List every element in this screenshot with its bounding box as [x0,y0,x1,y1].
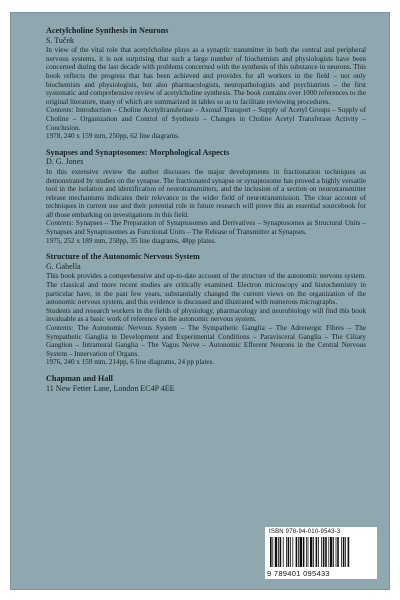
book-author: G. Gabella [46,261,81,271]
book-author: D. G. Jones [46,157,84,167]
publisher-name: Chapman and Hall [46,373,113,383]
contents-label: Contents: [46,219,74,228]
isbn-text: ISBN 978-94-010-9543-3 [269,529,341,535]
book-description: This book provides a comprehensive and up-to-date account of the structure of the autonomic nervous system. The classical and more recent studies are critically examined. Electron microscopy and histochemistry in particular have, in the past few years, substantially changed the current views on the organization of the autonomic nervous system, and this evidence is discussed and illustrated with numerous micrographs. [46,272,366,307]
book-list [46,26,366,393]
contents-text: Synapses – The Preparation of Synaptosomes and Derivatives – Synaptosomes as Structural Units – Synapses and Synaptosomes as Functional Units – The Release of Transmitter at Synapses. [46,219,366,237]
contents-text: Introduction – Choline Acetyltransferase – Axonal Transport – Supply of Acetyl Groups – Supply of Choline – Organization and Control of Synthesis – Changes in Choline Acetyl Transferase Activity – Conclusion. [46,106,366,132]
book-contents [46,324,366,358]
book-entry [46,252,366,367]
book-specs: 1976, 240 x 159 mm, 214pp, 6 line diagrams, 24 pp plates. [46,358,215,367]
book-author: S. Tuček [46,35,75,45]
book-specs: 1978, 240 x 159 mm, 250pp, 62 line diagrams. [46,132,180,141]
book-description-2: Students and research workers in the fields of physiology, pharmacology and neurobiology will find this book invaluable as a basic work of reference on the autonomic nervous system. [46,306,366,324]
barcode-number: 9 789401 095433 [267,569,330,578]
contents-label: Contents: [46,106,74,115]
book-title: Synapses and Synaptosomes: Morphological Aspects [46,147,230,157]
publisher-address: 11 New Fetter Lane, London EC4P 4EE [46,383,175,393]
book-entry [46,148,366,246]
book-specs: 1975, 252 x 189 mm, 258pp, 35 line diagrams, 48pp plates. [46,236,216,245]
barcode-image [269,537,373,567]
barcode-label [265,527,377,579]
contents-text: The Autonomic Nervous System – The Sympathetic Ganglia – The Adrenergic Fibres – The Sympathetic Ganglia in Development and Experimental Conditions – Paravisceral Ganglia – The Ciliary Ganglion – Intramural Ganglia – The Vagus Nerve – Autonomic Efferent Neurons in the Central Nervous System – Innervation of Organs. [46,324,366,358]
book-contents [46,106,366,132]
publisher-block [46,374,366,393]
book-entry [46,26,366,141]
book-contents [46,219,366,236]
contents-label: Contents: [46,324,74,332]
book-title: Acetylcholine Synthesis in Neurons [46,26,169,35]
book-title: Structure of the Autonomic Nervous System [46,252,200,262]
book-description: In this extensive review the author discusses the major developments in fractionation techniques as demonstrated by studies on the synapse. The fractionated synapse or synaptosome has proved a highly versatile tool in the isolation and identification of neurotransmitters, and the inclusion of a section on neurotransmitter release mechanisms indicates their relevance to the wider field of neurotransmission. The clear account of techniques in current use and their potential role in future research will prove this an essential sourcebook for all those embarking on investigations in this field. [46,167,366,219]
book-description: In view of the vital role that acetylcholine plays as a synaptic transmitter in both the central and peripheral nervous systems, it is not surprising that such a large number of biochemists and physiologists have been concerned during the last decade with problems concerned with the synthesis of this substance in neurons. This book reflects the progress that has been achieved and provides for all workers in the field – not only biochemists and physiologists, but also pharmacologists, neuropathologists and psychiatrists – the first systematic and comprehensive review of acetylcholine synthesis. The book contains over 1000 references to the original literature, many of which are summarized in tables so as to facilitate reviewing procedures. [46,46,366,106]
